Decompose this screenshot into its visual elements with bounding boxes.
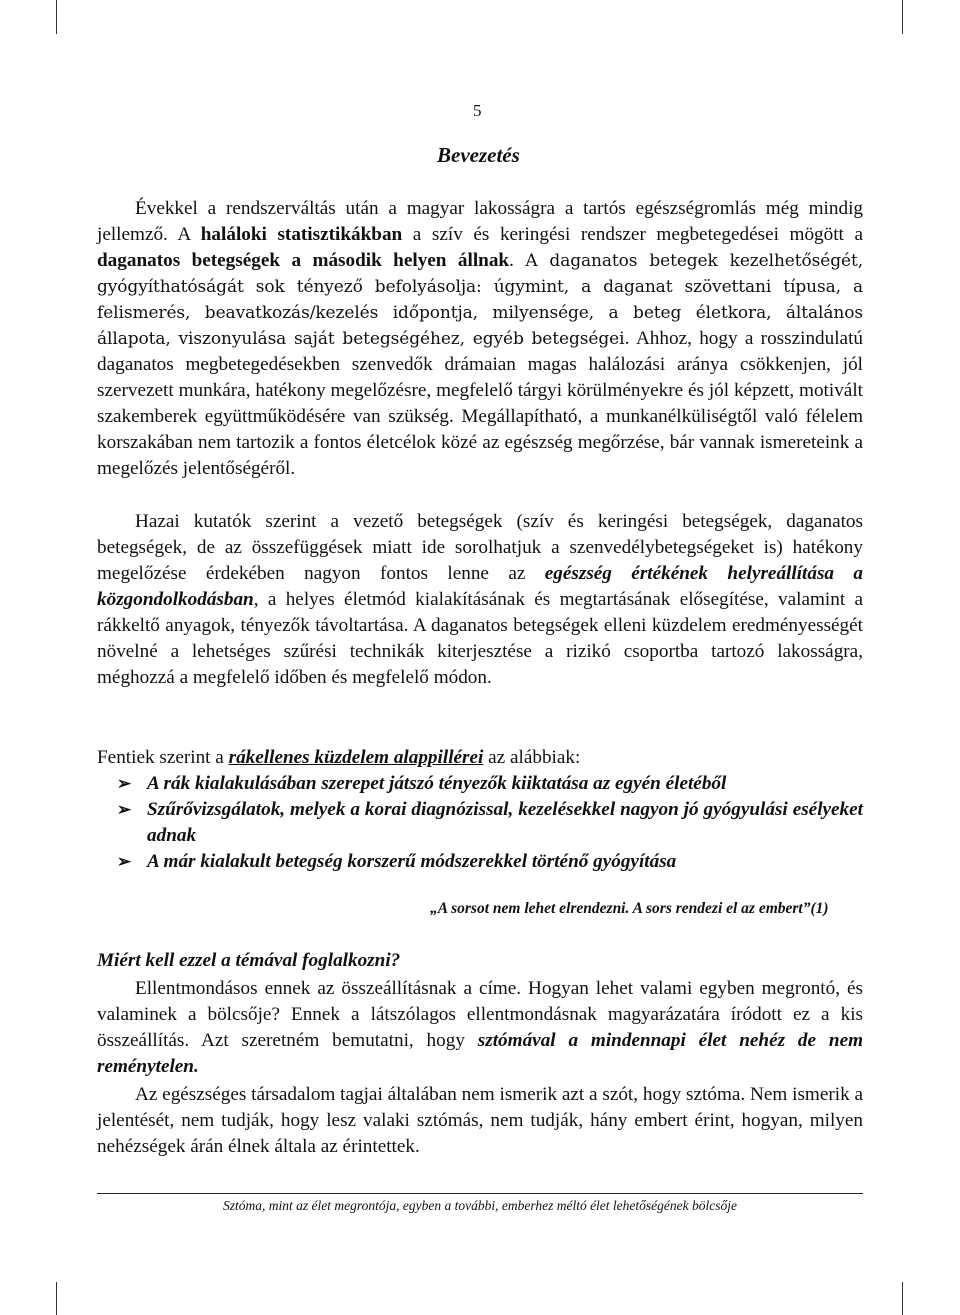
arrow-bullet-icon: ➢	[117, 800, 132, 819]
bold-italic-run: egészség értékének helyreállítása a közgondolkodásban	[97, 563, 864, 610]
page-footer: Sztóma, mint az élet megrontója, egyben a további, emberhez méltó élet lehetőségének bölcsője	[223, 1198, 737, 1213]
footer-divider	[97, 1193, 863, 1194]
text-run: .	[509, 250, 526, 271]
paragraph-1	[97, 196, 863, 482]
text-run: Ellentmondásos ennek az összeállításnak a címe. Hogyan lehet valami egyben megrontó, és valaminek a bölcsője? Ennek a látszólagos ellentmondásnak magyarázatára íródott ez a kis összeállítás. Azt szeretném bemutatni, hogy	[97, 978, 863, 1051]
text-run-alt-font: A daganatos betegek kezelhetőségét, gyógyíthatóságát sok tényező befolyásolja: úgymint, a daganat szövettani típusa, a felismerés, beavatkozás/kezelés időpontja, milyensége, a beteg életkora, általános állapota, viszonyulása saját betegségéhez, egyéb betegségei.	[97, 251, 863, 349]
intro-paragraph-block	[97, 196, 863, 482]
text-run: az alábbiak:	[483, 747, 581, 768]
crop-mark-top-left	[56, 0, 57, 34]
paragraph-4	[97, 976, 863, 1080]
text-run: Ahhoz, hogy a rosszindulatú daganatos megbetegedésekben szenvedők drámaian magas halálozási aránya csökkenjen, jól szervezett munkára, hatékony megelőzésre, megfelelő tárgyi körülményekre és jól képzett, motivált szakemberek együttműködésére van szükség. Megállapítható, a munkanélküliségtől való félelem korszakában nem tartozik a fontos életcélok közé az egészség megőrzése, bár vannak ismereteink a megelőzés jelentőségéről.	[97, 328, 863, 479]
text-run: Fentiek szerint a	[97, 747, 229, 768]
page-title: Bevezetés	[437, 143, 520, 167]
list-item	[97, 797, 863, 849]
pillars-list	[97, 771, 863, 875]
arrow-bullet-icon: ➢	[117, 852, 132, 871]
list-item-text: Szűrővizsgálatok, melyek a korai diagnózissal, kezelésekkel nagyon jó gyógyulási esélyeket adnak	[147, 799, 863, 846]
paragraph-5: Az egészséges társadalom tagjai általában nem ismerik azt a szót, hogy sztóma. Nem ismerik a jelentését, nem tudják, hogy lesz valaki sztómás, nem tudják, hány embert érint, hogyan, milyen nehézségek árán élnek általa az érintettek.	[97, 1084, 863, 1157]
bold-italic-run: sztómával a mindennapi élet nehéz de nem reménytelen.	[97, 1030, 864, 1077]
text-run: a szív és keringési rendszer megbetegedései mögött a	[402, 224, 863, 245]
crop-mark-bottom-left	[56, 1282, 57, 1315]
crop-mark-top-right	[902, 0, 903, 34]
arrow-bullet-icon: ➢	[117, 774, 132, 793]
list-item-text: A rák kialakulásában szerepet játszó tényezők kiiktatása az egyén életéből	[147, 773, 727, 794]
text-run: , a helyes életmód kialakításának és megtartásának elősegítése, valamint a rákkeltő anyagok, tényezők távoltartása. A daganatos betegségek elleni küzdelem eredményességét növelné a lehetséges szűrési technikák kiterjesztése a rizikó csoportba tartozó lakosságra, méghozzá a megfelelő időben és megfelelő módon.	[97, 589, 863, 688]
list-item	[97, 849, 863, 875]
crop-mark-bottom-right	[902, 1282, 903, 1315]
underlined-bold-italic-run: rákellenes küzdelem alappillérei	[228, 747, 484, 768]
paragraph-2-block	[97, 509, 863, 691]
list-item	[97, 771, 863, 797]
pillars-intro	[97, 745, 863, 771]
pillars-block	[97, 745, 863, 875]
paragraph-5-block	[97, 1082, 863, 1160]
list-item-text: A már kialakult betegség korszerű módszerekkel történő gyógyítása	[147, 851, 677, 872]
text-run: Évekkel a rendszerváltás után a magyar lakosságra a tartós egészségromlás még mindig jellemző. A	[97, 198, 863, 245]
bold-run: daganatos betegségek a második helyen állnak	[97, 250, 510, 271]
page-number: 5	[473, 101, 482, 120]
paragraph-4-block	[97, 976, 863, 1080]
bold-run: haláloki statisztikákban	[200, 224, 403, 245]
text-run: Hazai kutatók szerint a vezető betegségek (szív és keringési betegségek, daganatos betegségek, de az összefüggések miatt ide sorolhatjuk a szenvedélybetegségeket is) hatékony megelőzése érdekében nagyon fontos lenne az	[97, 511, 863, 584]
paragraph-2	[97, 509, 863, 691]
quote: „A sorsot nem lehet elrendezni. A sors rendezi el az embert”(1)	[430, 900, 829, 917]
section-subheading: Miért kell ezzel a témával foglalkozni?	[97, 950, 401, 971]
